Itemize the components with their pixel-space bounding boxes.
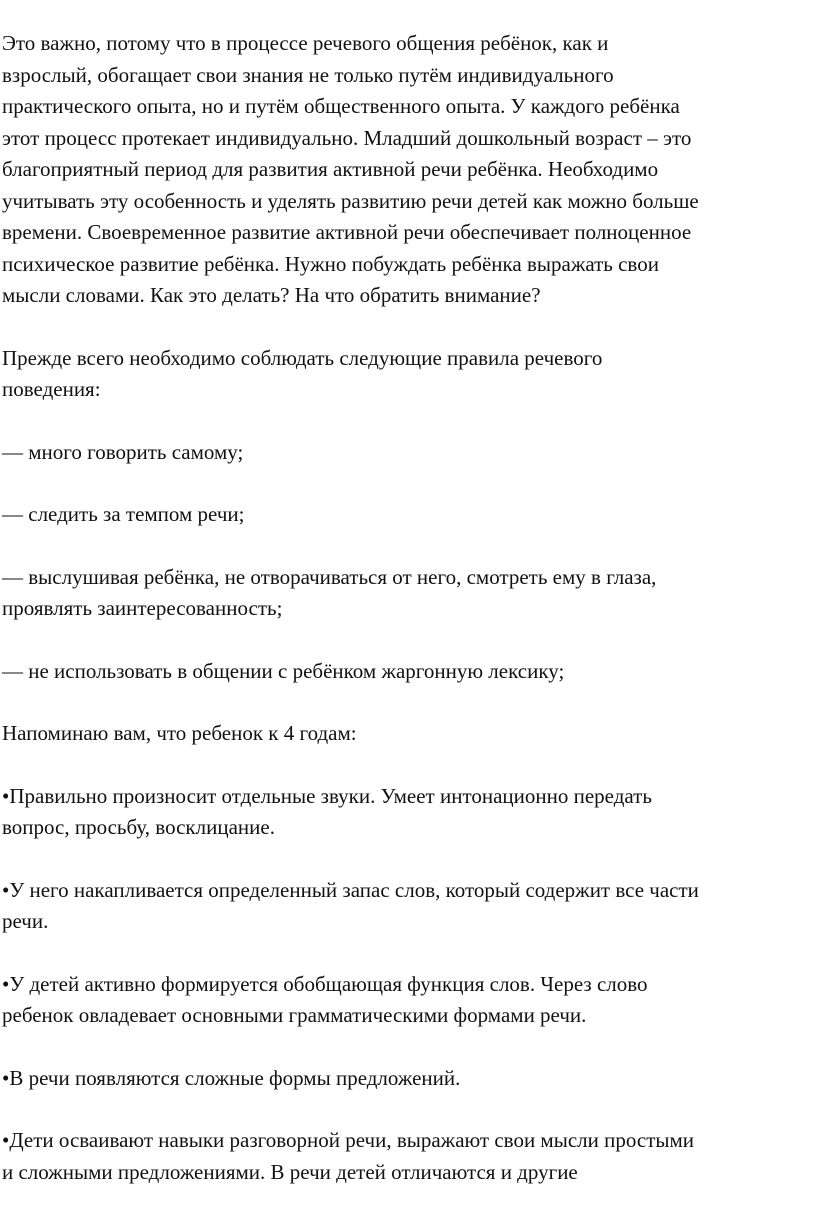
text-line: — выслушивая ребёнка, не отворачиваться от него, смотреть ему в глаза, <box>2 564 657 589</box>
document-body <box>2 28 816 1219</box>
text-line: •У детей активно формируется обобщающая функция слов. Через слово <box>2 971 648 996</box>
text-line: Напоминаю вам, что ребенок к 4 годам: <box>2 721 357 745</box>
text-line: этот процесс протекает индивидуально. Младший дошкольный возраст – это <box>2 125 692 150</box>
bullet-item <box>2 875 816 938</box>
text-line: •Правильно произносит отдельные звуки. Умеет интонационно передать <box>2 783 652 808</box>
paragraph-reminder <box>2 718 816 750</box>
paragraph-rules-intro <box>2 343 816 406</box>
rule-item <box>2 656 816 688</box>
text-line: •В речи появляются сложные формы предложений. <box>2 1065 461 1090</box>
rule-item <box>2 499 816 531</box>
text-line: мысли словами. Как это делать? На что обратить внимание? <box>2 283 541 307</box>
text-line: проявлять заинтересованность; <box>2 596 283 620</box>
paragraph-intro <box>2 28 816 312</box>
text-line: и сложными предложениями. В речи детей отличаются и другие <box>2 1159 578 1184</box>
bullet-item <box>2 1125 816 1188</box>
text-line: времени. Своевременное развитие активной речи обеспечивает полноценное <box>2 220 692 244</box>
text-line: — следить за темпом речи; <box>2 502 245 526</box>
bullet-item <box>2 969 816 1032</box>
text-line: Это важно, потому что в процессе речевого общения ребёнок, как и <box>2 31 609 55</box>
text-line: психическое развитие ребёнка. Нужно побуждать ребёнка выражать свои <box>2 251 659 276</box>
text-line: ребенок овладевает основными грамматическими формами речи. <box>2 1003 587 1027</box>
text-line: •Дети осваивают навыки разговорной речи, выражают свои мысли простыми <box>2 1128 695 1152</box>
text-line: благоприятный период для развития активной речи ребёнка. Необходимо <box>2 157 659 181</box>
text-line: учитывать эту особенность и уделять развитию речи детей как можно больше <box>2 188 699 213</box>
text-line: — не использовать в общении с ребёнком жаргонную лексику; <box>2 658 565 683</box>
bullet-item <box>2 1063 816 1095</box>
text-line: речи. <box>2 909 49 933</box>
text-line: взрослый, обогащает свои знания не только путём индивидуального <box>2 62 614 87</box>
text-line: практического опыта, но и путём общественного опыта. У каждого ребёнка <box>2 94 680 118</box>
text-line: •У него накапливается определенный запас слов, который содержит все части <box>2 877 699 902</box>
text-line: Прежде всего необходимо соблюдать следующие правила речевого <box>2 345 603 370</box>
text-line: — много говорить самому; <box>2 439 244 464</box>
text-line: поведения: <box>2 377 101 401</box>
bullet-item <box>2 781 816 844</box>
rule-item <box>2 437 816 469</box>
rule-item <box>2 562 816 625</box>
text-line: вопрос, просьбу, восклицание. <box>2 815 275 839</box>
